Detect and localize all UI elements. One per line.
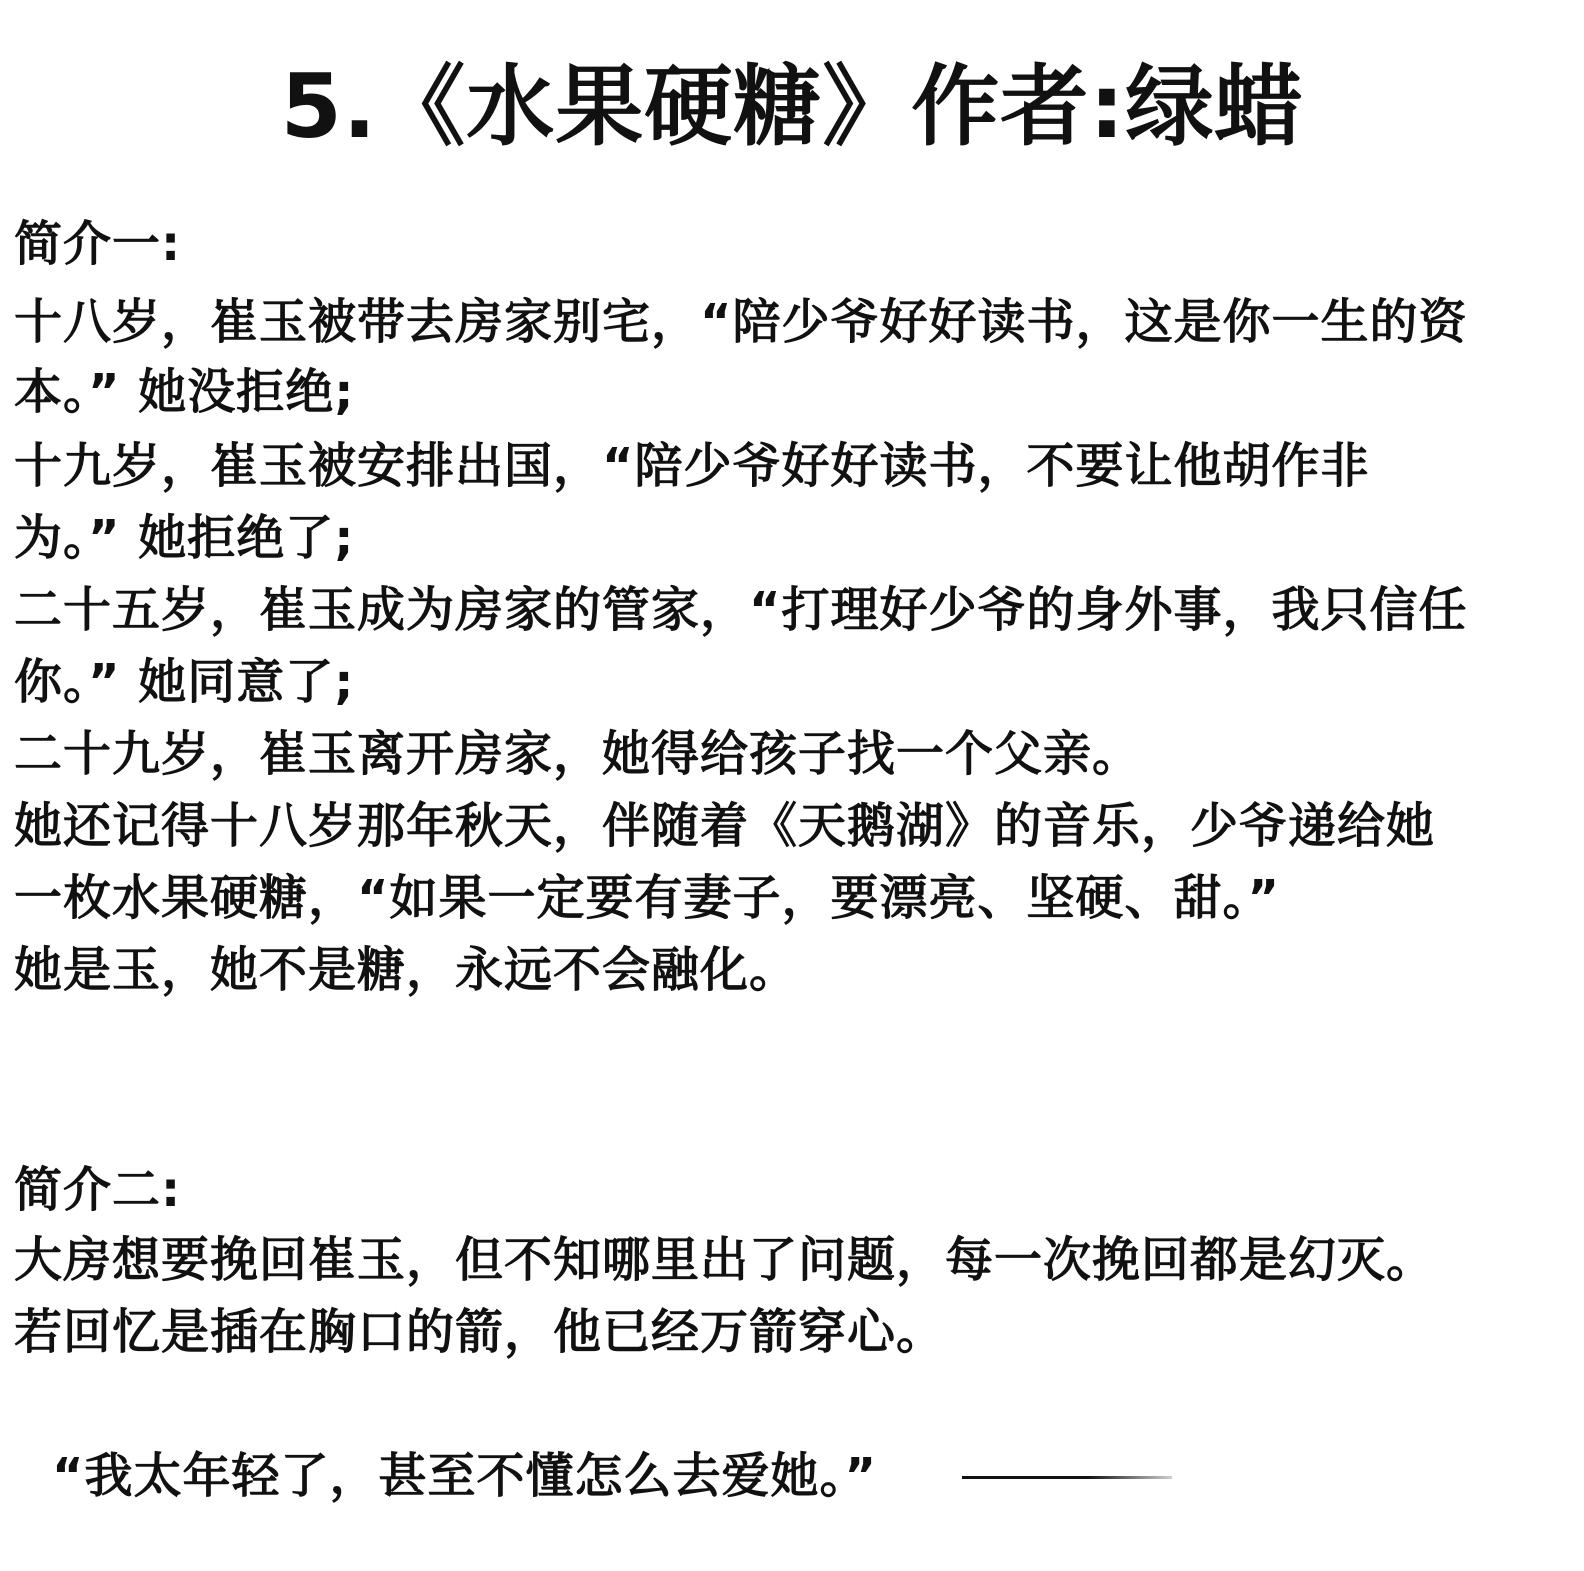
intro1-line: 十九岁，崔玉被安排出国，“陪少爷好好读书，不要让他胡作非 <box>14 438 1370 494</box>
intro1-line: 本。” 她没拒绝; <box>14 364 355 420</box>
intro1-line: 一枚水果硬糖，“如果一定要有妻子，要漂亮、坚硬、甜。” <box>14 870 1281 926</box>
quote-dash-divider <box>962 1476 1172 1479</box>
intro1-line: 为。” 她拒绝了; <box>14 510 355 566</box>
page-title: 5.《水果硬糖》作者:绿蜡 <box>280 55 1304 158</box>
intro1-heading: 简介一: <box>14 216 182 272</box>
intro1-line: 她还记得十八岁那年秋天，伴随着《天鹅湖》的音乐，少爷递给她 <box>14 798 1436 854</box>
intro2-line: 若回忆是插在胸口的箭，他已经万箭穿心。 <box>14 1304 946 1360</box>
intro2-heading: 简介二: <box>14 1162 182 1218</box>
intro1-line: 十八岁，崔玉被带去房家别宅，“陪少爷好好读书，这是你一生的资 <box>14 294 1468 350</box>
intro1-line: 二十五岁，崔玉成为房家的管家，“打理好少爷的身外事，我只信任 <box>14 582 1468 638</box>
intro1-line: 二十九岁，崔玉离开房家，她得给孩子找一个父亲。 <box>14 726 1142 782</box>
closing-quote: “我太年轻了，甚至不懂怎么去爱她。” <box>52 1448 878 1504</box>
intro1-line: 她是玉，她不是糖，永远不会融化。 <box>14 942 799 998</box>
intro1-line: 你。” 她同意了; <box>14 654 355 710</box>
intro2-line: 大房想要挽回崔玉，但不知哪里出了问题，每一次挽回都是幻灭。 <box>14 1232 1436 1288</box>
